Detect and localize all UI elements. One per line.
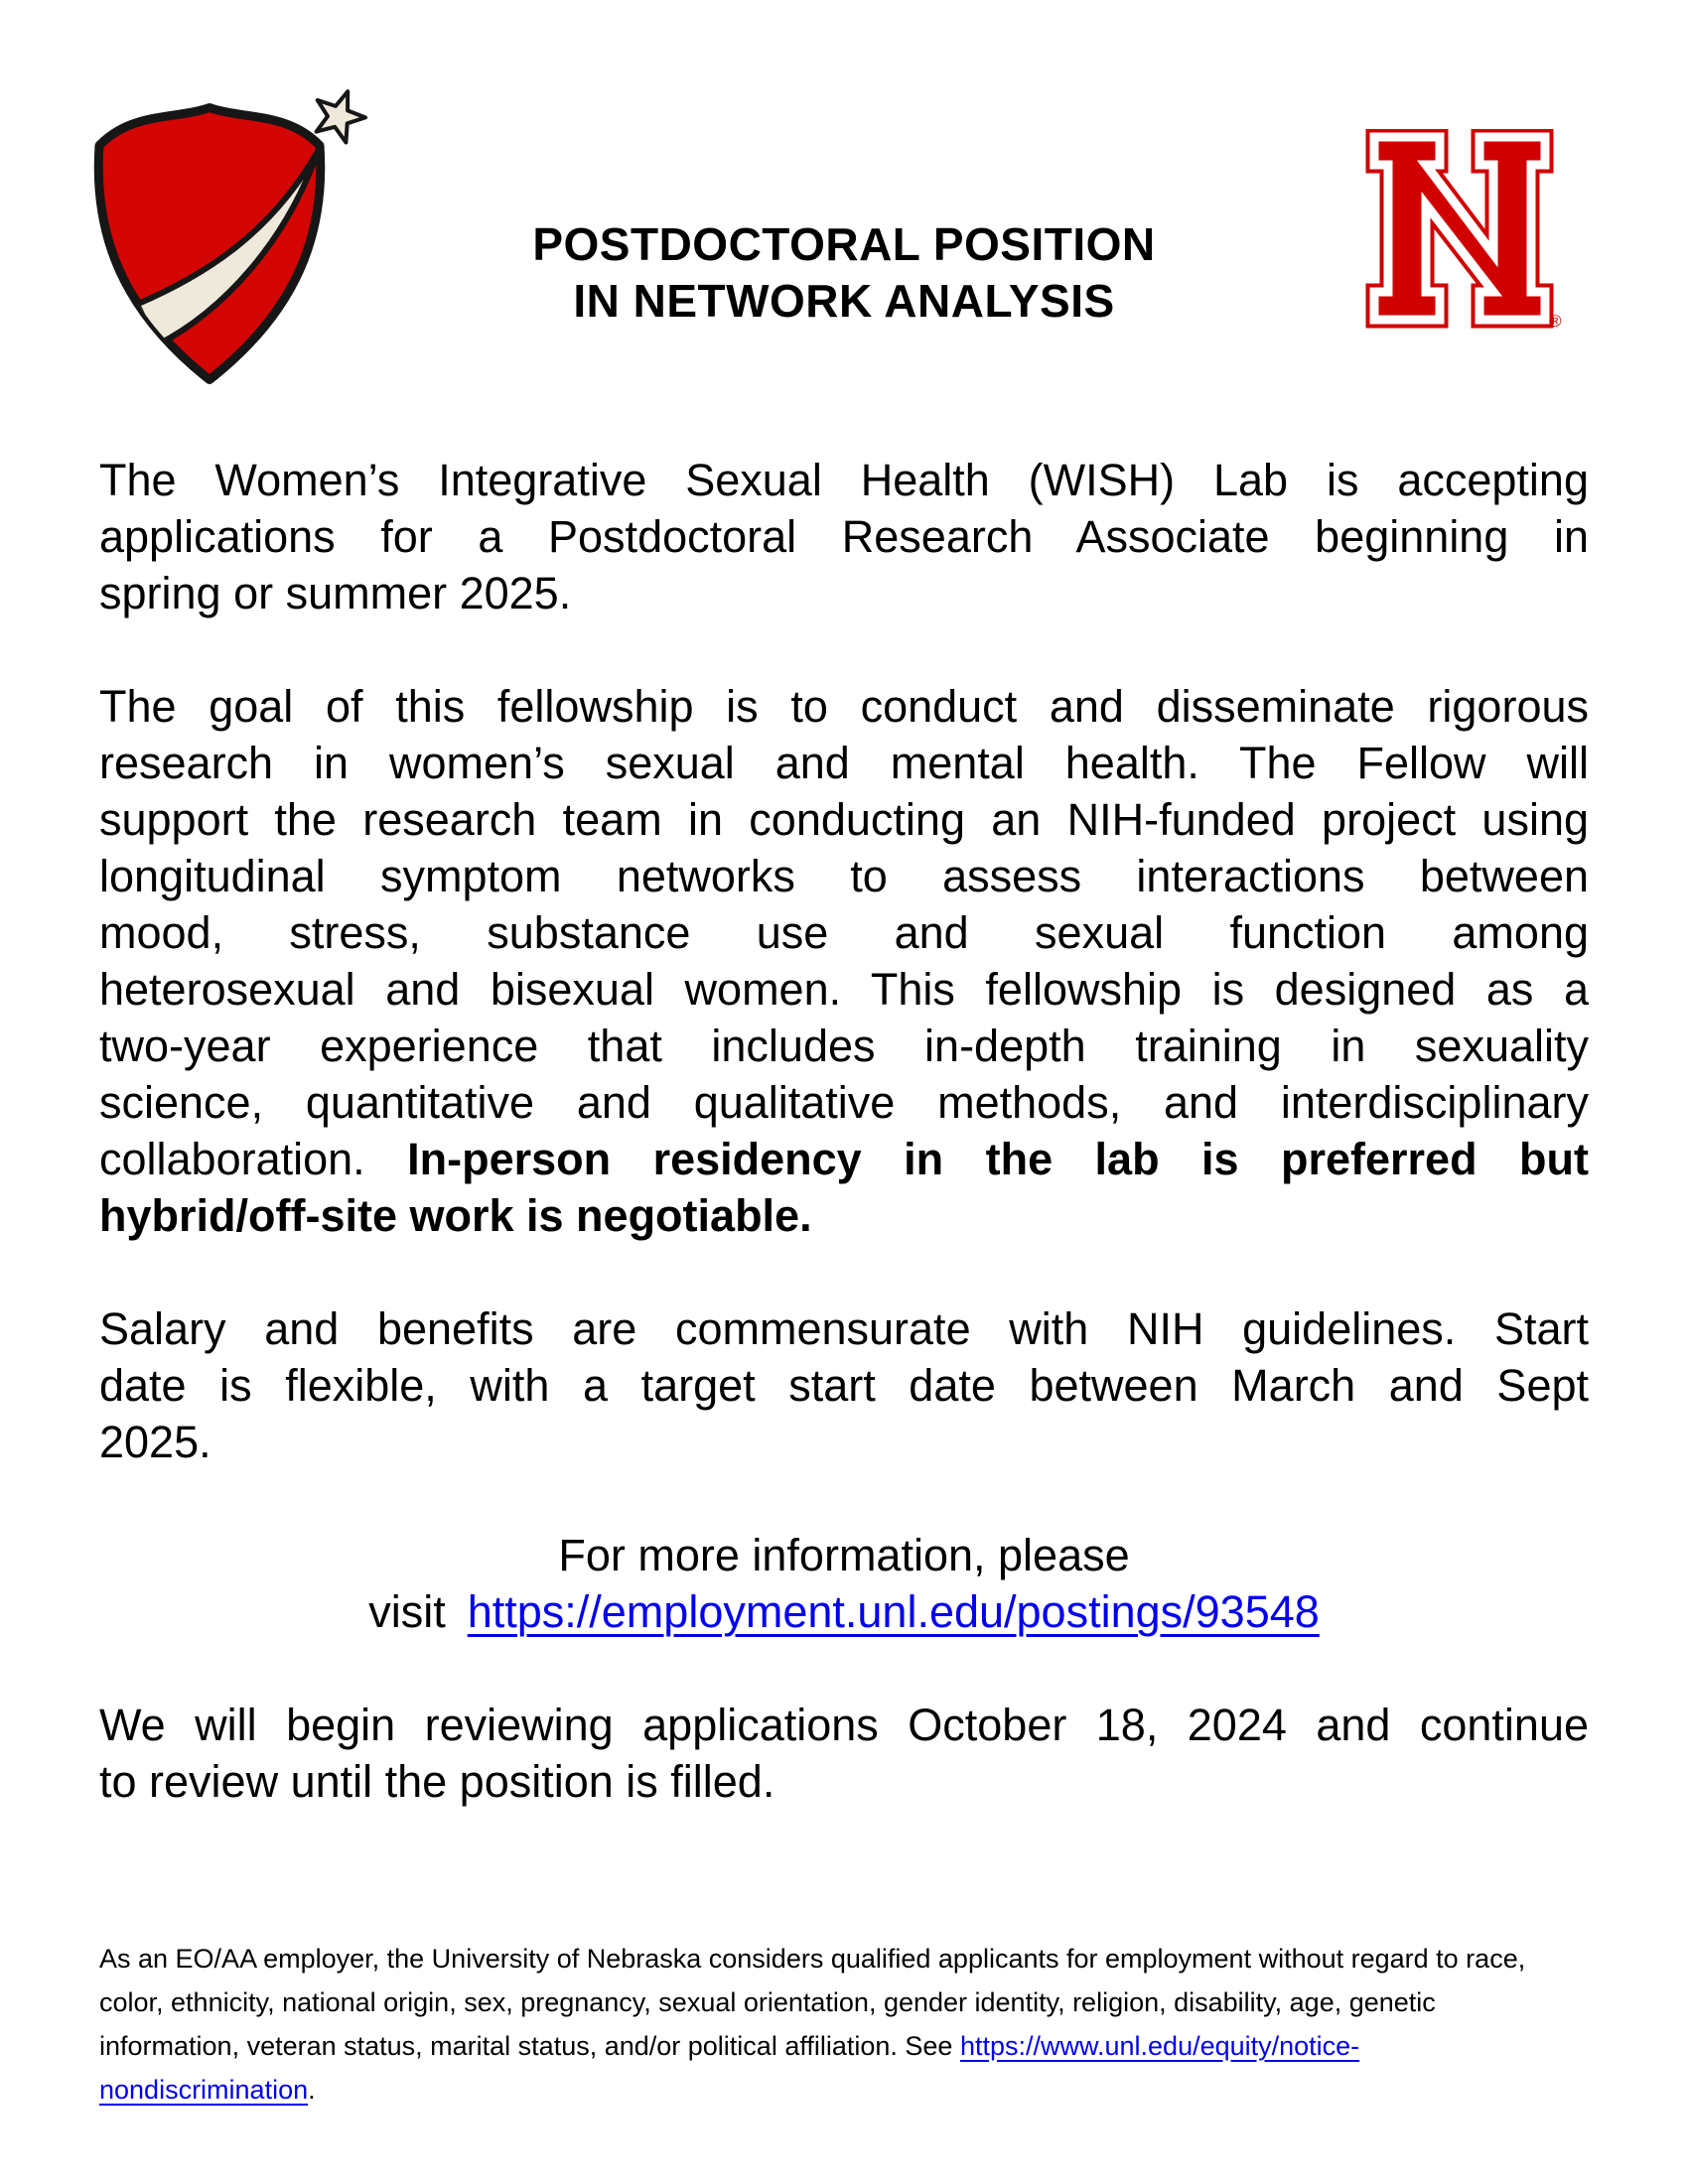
more-info-line: For more information, please xyxy=(558,1530,1130,1580)
text-line: to review until the position is filled. xyxy=(99,1756,775,1807)
nebraska-n-logo xyxy=(1360,129,1564,333)
paragraph-review-date xyxy=(99,1697,1589,1810)
text-line: spring or summer 2025. xyxy=(99,568,572,618)
text-line: The goal of this fellowship is to conduct and disseminate rigorous xyxy=(99,681,1589,732)
footer-period: . xyxy=(308,2075,316,2105)
footer-line xyxy=(99,2024,1589,2068)
text-line: The Women’s Integrative Sexual Health (WISH) Lab is accepting xyxy=(99,455,1589,505)
bold-residency-note: In-person residency in the lab is preferred but xyxy=(407,1134,1589,1184)
footer-text-segment: information, veteran status, marital status, and/or political affiliation. See xyxy=(99,2031,960,2061)
text-line: 2025. xyxy=(99,1417,211,1467)
body-column xyxy=(99,452,1589,2112)
paragraph-fellowship-goal xyxy=(99,678,1589,1244)
paragraph-salary xyxy=(99,1300,1589,1470)
text-line: mood, stress, substance use and sexual function among xyxy=(99,907,1589,958)
text-line: applications for a Postdoctoral Research Associate beginning in xyxy=(99,511,1589,562)
title-line-1: POSTDOCTORAL POSITION xyxy=(532,218,1156,270)
n-letter xyxy=(1374,137,1545,320)
text-line: two-year experience that includes in-depth training in sexuality xyxy=(99,1021,1589,1071)
text-line: longitudinal symptom networks to assess interactions between xyxy=(99,851,1589,901)
star-icon xyxy=(317,91,365,142)
equity-link[interactable]: nondiscrimination xyxy=(99,2075,309,2105)
posting-link[interactable]: https://employment.unl.edu/postings/93548 xyxy=(467,1586,1320,1637)
text-line: heterosexual and bisexual women. This fellowship is designed as a xyxy=(99,964,1589,1015)
text-line: We will begin reviewing applications October 18, 2024 and continue xyxy=(99,1700,1589,1750)
title-line-2: IN NETWORK ANALYSIS xyxy=(573,275,1115,327)
text-segment: collaboration. xyxy=(99,1134,408,1184)
bold-residency-note: hybrid/off-site work is negotiable. xyxy=(99,1190,812,1241)
registered-trademark: ® xyxy=(1549,312,1562,331)
equity-link[interactable]: https://www.unl.edu/equity/notice- xyxy=(959,2031,1360,2061)
text-line: date is flexible, with a target start date between March and Sept xyxy=(99,1360,1589,1411)
text-line: science, quantitative and qualitative methods, and interdisciplinary xyxy=(99,1077,1589,1128)
visit-label: visit xyxy=(368,1586,446,1637)
text-line: research in women’s sexual and mental health. The Fellow will xyxy=(99,738,1589,788)
text-line: support the research team in conducting an NIH-funded project using xyxy=(99,794,1589,845)
visit-line xyxy=(99,1583,1589,1640)
paragraph-intro xyxy=(99,452,1589,621)
footer-line: As an EO/AA employer, the University of Nebraska considers qualified applicants for employment without regard to race, xyxy=(99,1944,1526,1974)
footer-line: color, ethnicity, national origin, sex, pregnancy, sexual orientation, gender identity, religion, disability, age, genetic xyxy=(99,1987,1436,2017)
footer-line xyxy=(99,2068,1589,2112)
more-info-block xyxy=(99,1527,1589,1640)
eoaa-statement xyxy=(99,1937,1589,2112)
text-line: Salary and benefits are commensurate with NIH guidelines. Start xyxy=(99,1303,1589,1354)
text-line xyxy=(99,1131,1589,1187)
